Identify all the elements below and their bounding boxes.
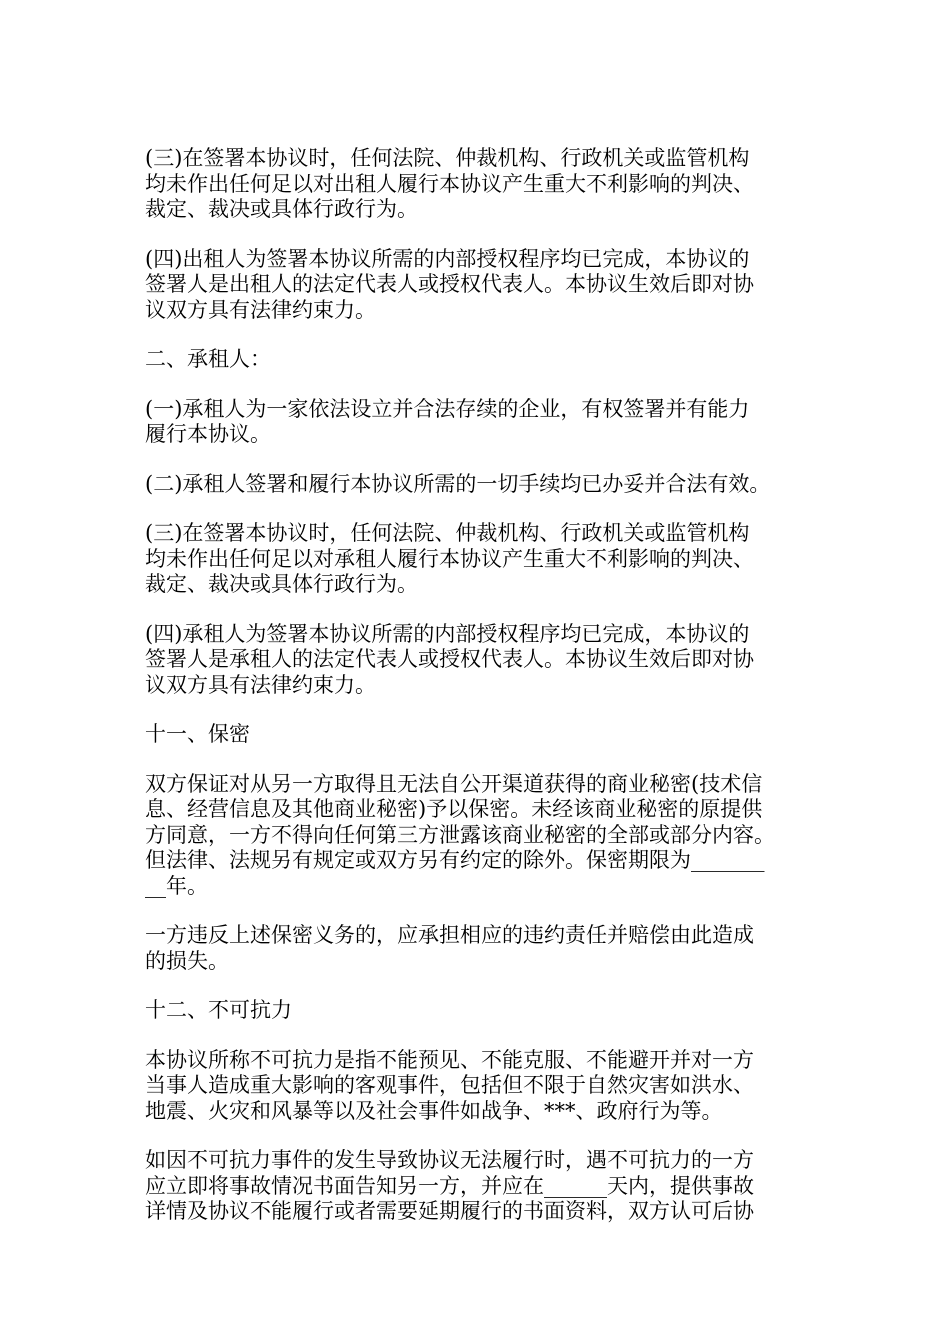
- clause-lessor-3: (三)在签署本协议时，任何法院、仲裁机构、行政机关或监管机构 均未作出任何足以对出租人履行本协议产生重大不利影响的判决、 裁定、裁决或具体行政行为。: [145, 146, 754, 221]
- force-majeure-definition: 本协议所称不可抗力是指不能预见、不能克服、不能避开并对一方 当事人造成重大影响的客观事件，包括但不限于自然灾害如洪水、 地震、火灾和风暴等以及社会事件如战争、***、政府行为等。: [145, 1047, 754, 1123]
- section-heading-confidentiality: 十一、保密: [145, 722, 250, 746]
- clause-lessee-1: (一)承租人为一家依法设立并合法存续的企业，有权签署并有能力 履行本协议。: [145, 396, 750, 446]
- clause-lessee-3: (三)在签署本协议时，任何法院、仲裁机构、行政机关或监管机构 均未作出任何足以对承租人履行本协议产生重大不利影响的判决、 裁定、裁决或具体行政行为。: [145, 521, 754, 596]
- clause-lessor-4: (四)出租人为签署本协议所需的内部授权程序均已完成，本协议的 签署人是出租人的法定代表人或授权代表人。本协议生效后即对协 议双方具有法律约束力。: [145, 246, 754, 322]
- clause-lessee-4: (四)承租人为签署本协议所需的内部授权程序均已完成，本协议的 签署人是承租人的法定代表人或授权代表人。本协议生效后即对协 议双方具有法律约束力。: [145, 621, 754, 697]
- clause-lessee-2: (二)承租人签署和履行本协议所需的一切手续均已办妥并合法有效。: [145, 471, 771, 496]
- force-majeure-notice: 如因不可抗力事件的发生导致协议无法履行时，遇不可抗力的一方 应立即将事故情况书面告知另一方，并应在______天内，提供事故 详情及协议不能履行或者需要延期履行的书面资料，双方认可后协: [145, 1148, 754, 1223]
- section-heading-lessee: 二、承租人：: [145, 347, 271, 371]
- confidentiality-breach: 一方违反上述保密义务的，应承担相应的违约责任并赔偿由此造成 的损失。: [145, 923, 754, 973]
- section-heading-force-majeure: 十二、不可抗力: [145, 998, 292, 1022]
- document-page: [145, 146, 810, 1249]
- confidentiality-body: 双方保证对从另一方取得且无法自公开渠道获得的商业秘密(技术信 息、经营信息及其他商业秘密)予以保密。未经该商业秘密的原提供 方同意，一方不得向任何第三方泄露该商业秘密的全部或部分内容。 但法律、法规另有规定或双方另有约定的除外。保密期限为_______ __年。: [145, 771, 775, 898]
